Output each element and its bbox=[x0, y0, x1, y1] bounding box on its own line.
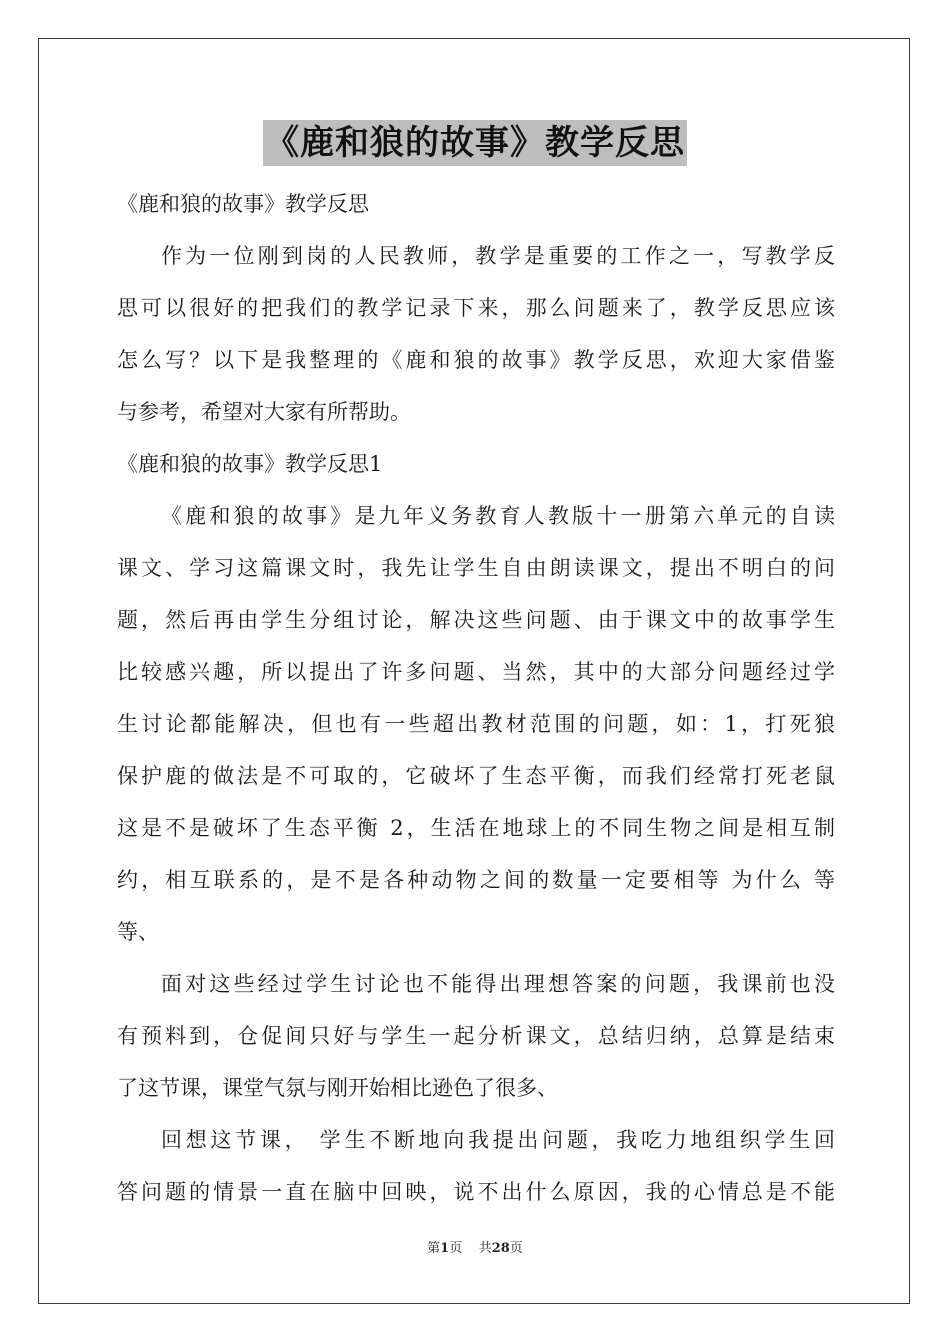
document-body bbox=[117, 178, 835, 1218]
paragraph-line: 生讨论都能解决，但也有一些超出教材范围的问题，如：1，打死狼 bbox=[117, 712, 835, 736]
title-container bbox=[0, 120, 950, 166]
paragraph-line: 回想这节课， 学生不断地向我提出问题，我吃力地组织学生回 bbox=[161, 1128, 835, 1152]
page-current: 1 bbox=[440, 1241, 450, 1256]
paragraph-line: 题，然后再由学生分组讨论，解决这些问题、由于课文中的故事学生 bbox=[117, 608, 835, 632]
paragraph-line: 《鹿和狼的故事》是九年义务教育人教版十一册第六单元的自读 bbox=[161, 504, 835, 528]
paragraph-line: 约，相互联系的，是不是各种动物之间的数量一定要相等 为什么 等 bbox=[117, 868, 835, 892]
page-prefix: 第 bbox=[427, 1241, 441, 1256]
page-suffix: 页 bbox=[509, 1241, 523, 1256]
page-total: 28 bbox=[491, 1241, 510, 1256]
paragraph-line: 这是不是破坏了生态平衡 2，生活在地球上的不同生物之间是相互制 bbox=[117, 816, 835, 840]
paragraph-line: 了这节课，课堂气氛与刚开始相比逊色了很多、 bbox=[117, 1076, 558, 1100]
paragraph-line: 答问题的情景一直在脑中回映，说不出什么原因，我的心情总是不能 bbox=[117, 1180, 835, 1204]
paragraph-line: 保护鹿的做法是不可取的，它破坏了生态平衡，而我们经常打死老鼠 bbox=[117, 764, 835, 788]
intro-line: 与参考，希望对大家有所帮助。 bbox=[117, 400, 411, 424]
paragraph-line: 等、 bbox=[117, 920, 159, 944]
page-footer bbox=[0, 1240, 950, 1258]
page-mid: 页 共 bbox=[449, 1241, 492, 1256]
intro-line: 思可以很好的把我们的教学记录下来，那么问题来了，教学反思应该 bbox=[117, 296, 835, 320]
paragraph-line: 面对这些经过学生讨论也不能得出理想答案的问题，我课前也没 bbox=[161, 972, 835, 996]
paragraph-line: 课文、学习这篇课文时，我先让学生自由朗读课文，提出不明白的问 bbox=[117, 556, 835, 580]
document-title: 《鹿和狼的故事》教学反思 bbox=[263, 120, 687, 166]
intro-line: 怎么写？以下是我整理的《鹿和狼的故事》教学反思，欢迎大家借鉴 bbox=[117, 348, 835, 372]
intro-line: 作为一位刚到岗的人民教师，教学是重要的工作之一，写教学反 bbox=[161, 244, 835, 268]
subtitle: 《鹿和狼的故事》教学反思 bbox=[117, 192, 369, 216]
paragraph-line: 比较感兴趣，所以提出了许多问题、当然，其中的大部分问题经过学 bbox=[117, 660, 835, 684]
paragraph-line: 有预料到，仓促间只好与学生一起分析课文，总结归纳，总算是结束 bbox=[117, 1024, 835, 1048]
section-heading: 《鹿和狼的故事》教学反思1 bbox=[117, 452, 383, 476]
